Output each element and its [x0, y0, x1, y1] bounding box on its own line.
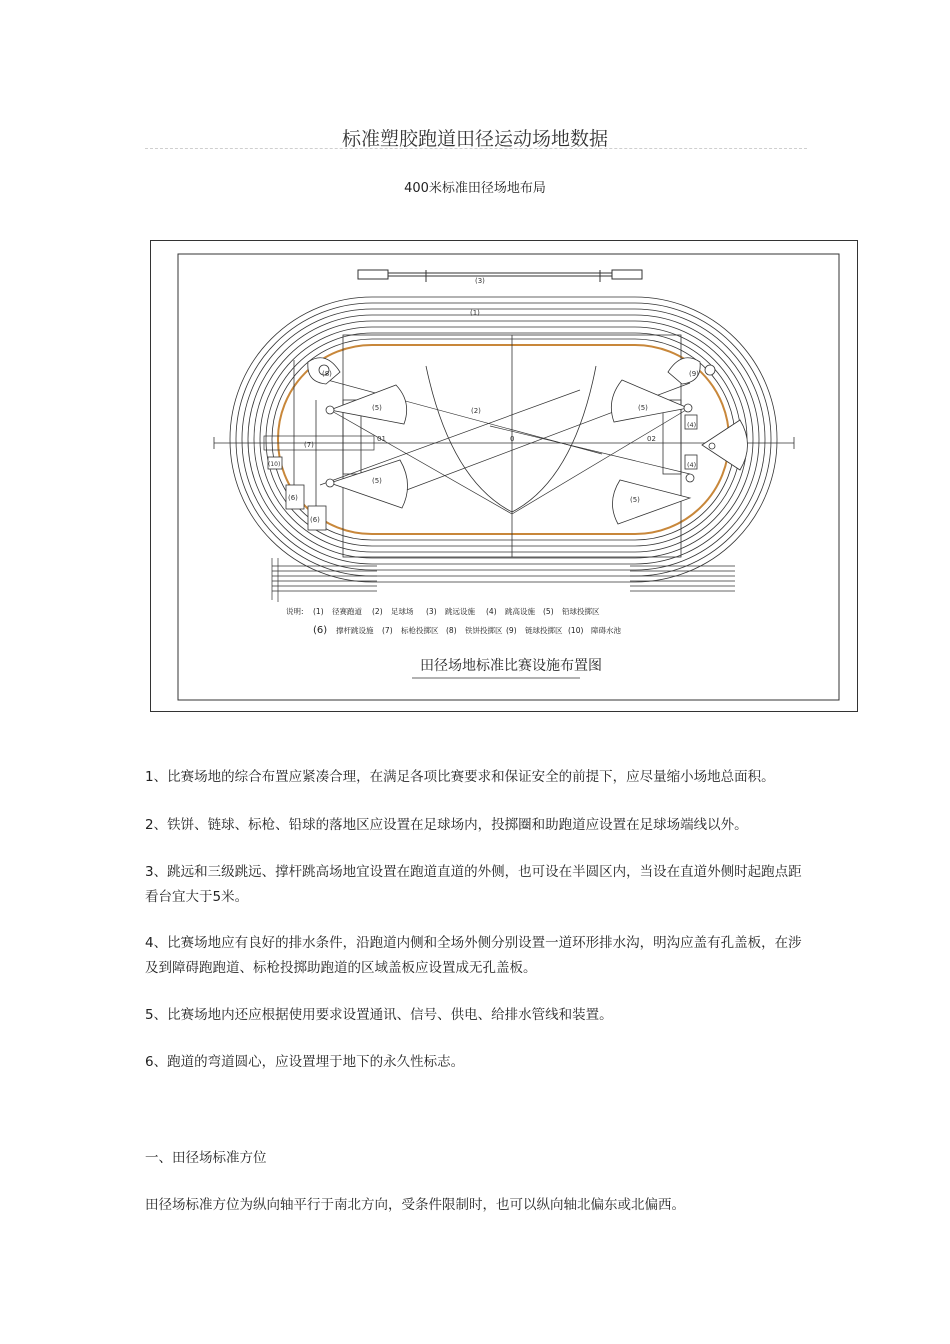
legend-num-3: (3) [426, 607, 437, 616]
legend-num-6: (6) [313, 625, 328, 636]
section-subtitle: 400米标准田径场地布局 [404, 181, 546, 196]
label-o1: 01 [377, 435, 386, 443]
figure-caption: 田径场地标准比赛设施布置图 [420, 658, 602, 674]
legend-text-2: 足球场 [391, 607, 414, 616]
legend-prefix: 说明: [286, 607, 304, 616]
legend-num-9: (9) [506, 626, 517, 635]
paragraph-4: 4、比赛场地应有良好的排水条件，沿跑道内侧和全场外侧分别设置一道环形排水沟，明沟应盖有孔盖板，在涉及到障碍跑跑道、标枪投掷助跑道的区域盖板应设置成无孔盖板。 [145, 935, 802, 976]
label-4b: (4) [687, 461, 697, 469]
legend-text-7: 标枪投掷区 [401, 626, 439, 635]
label-8: (8) [322, 370, 332, 378]
label-1: (1) [470, 309, 480, 317]
legend-text-1: 径赛跑道 [332, 607, 362, 616]
legend-text-10: 障碍水池 [591, 626, 621, 635]
label-6b: (6) [310, 516, 320, 524]
legend-num-2: (2) [372, 607, 383, 616]
legend-text-5: 铅球投掷区 [562, 607, 600, 616]
paragraph-5: 5、比赛场地内还应根据使用要求设置通讯、信号、供电、给排水管线和装置。 [145, 1007, 613, 1023]
legend-num-7: (7) [382, 626, 393, 635]
section-heading: 一、田径场标准方位 [145, 1150, 267, 1166]
label-6a: (6) [288, 494, 298, 502]
figure-outer-frame [151, 241, 858, 712]
legend-num-10: (10) [568, 626, 584, 635]
title-divider [145, 148, 807, 149]
label-9: (9) [689, 370, 699, 378]
label-10: (10) [268, 461, 281, 468]
label-5b: (5) [372, 477, 382, 485]
paragraph-6: 6、跑道的弯道圆心，应设置埋于地下的永久性标志。 [145, 1054, 465, 1070]
legend-num-4: (4) [486, 607, 497, 616]
label-4a: (4) [687, 421, 697, 429]
label-5a: (5) [372, 404, 382, 412]
label-2: (2) [471, 407, 481, 415]
paragraph-7: 田径场标准方位为纵向轴平行于南北方向，受条件限制时，也可以纵向轴北偏东或北偏西。 [145, 1197, 685, 1213]
legend-num-1: (1) [313, 607, 324, 616]
paragraph-1: 1、比赛场地的综合布置应紧凑合理，在满足各项比赛要求和保证安全的前提下，应尽量缩小场地总面积。 [145, 769, 775, 785]
legend-text-4: 跳高设施 [505, 607, 535, 616]
legend-text-3: 跳远设施 [445, 607, 475, 616]
label-3: (3) [475, 277, 485, 285]
label-o2: 02 [647, 435, 656, 443]
legend-num-8: (8) [446, 626, 457, 635]
label-5c: (5) [638, 404, 648, 412]
legend-text-8: 铁饼投掷区 [465, 626, 503, 635]
label-o: 0 [510, 435, 515, 443]
legend-text-6: 撑杆跳设施 [336, 626, 374, 635]
paragraph-3: 3、跳远和三级跳远、撑杆跳高场地宜设置在跑道直道的外侧，也可设在半圆区内，当设在直道外侧时起跑点距看台宜大于5米。 [145, 864, 802, 905]
legend-num-5: (5) [543, 607, 554, 616]
page-title: 标准塑胶跑道田径运动场地数据 [341, 128, 608, 150]
label-7: (7) [304, 441, 314, 449]
track-field-layout-diagram [150, 240, 858, 712]
paragraph-2: 2、铁饼、链球、标枪、铅球的落地区应设置在足球场内，投掷圈和助跑道应设置在足球场端线以外。 [145, 817, 748, 833]
legend-text-9: 链球投掷区 [525, 626, 563, 635]
label-5d: (5) [630, 496, 640, 504]
